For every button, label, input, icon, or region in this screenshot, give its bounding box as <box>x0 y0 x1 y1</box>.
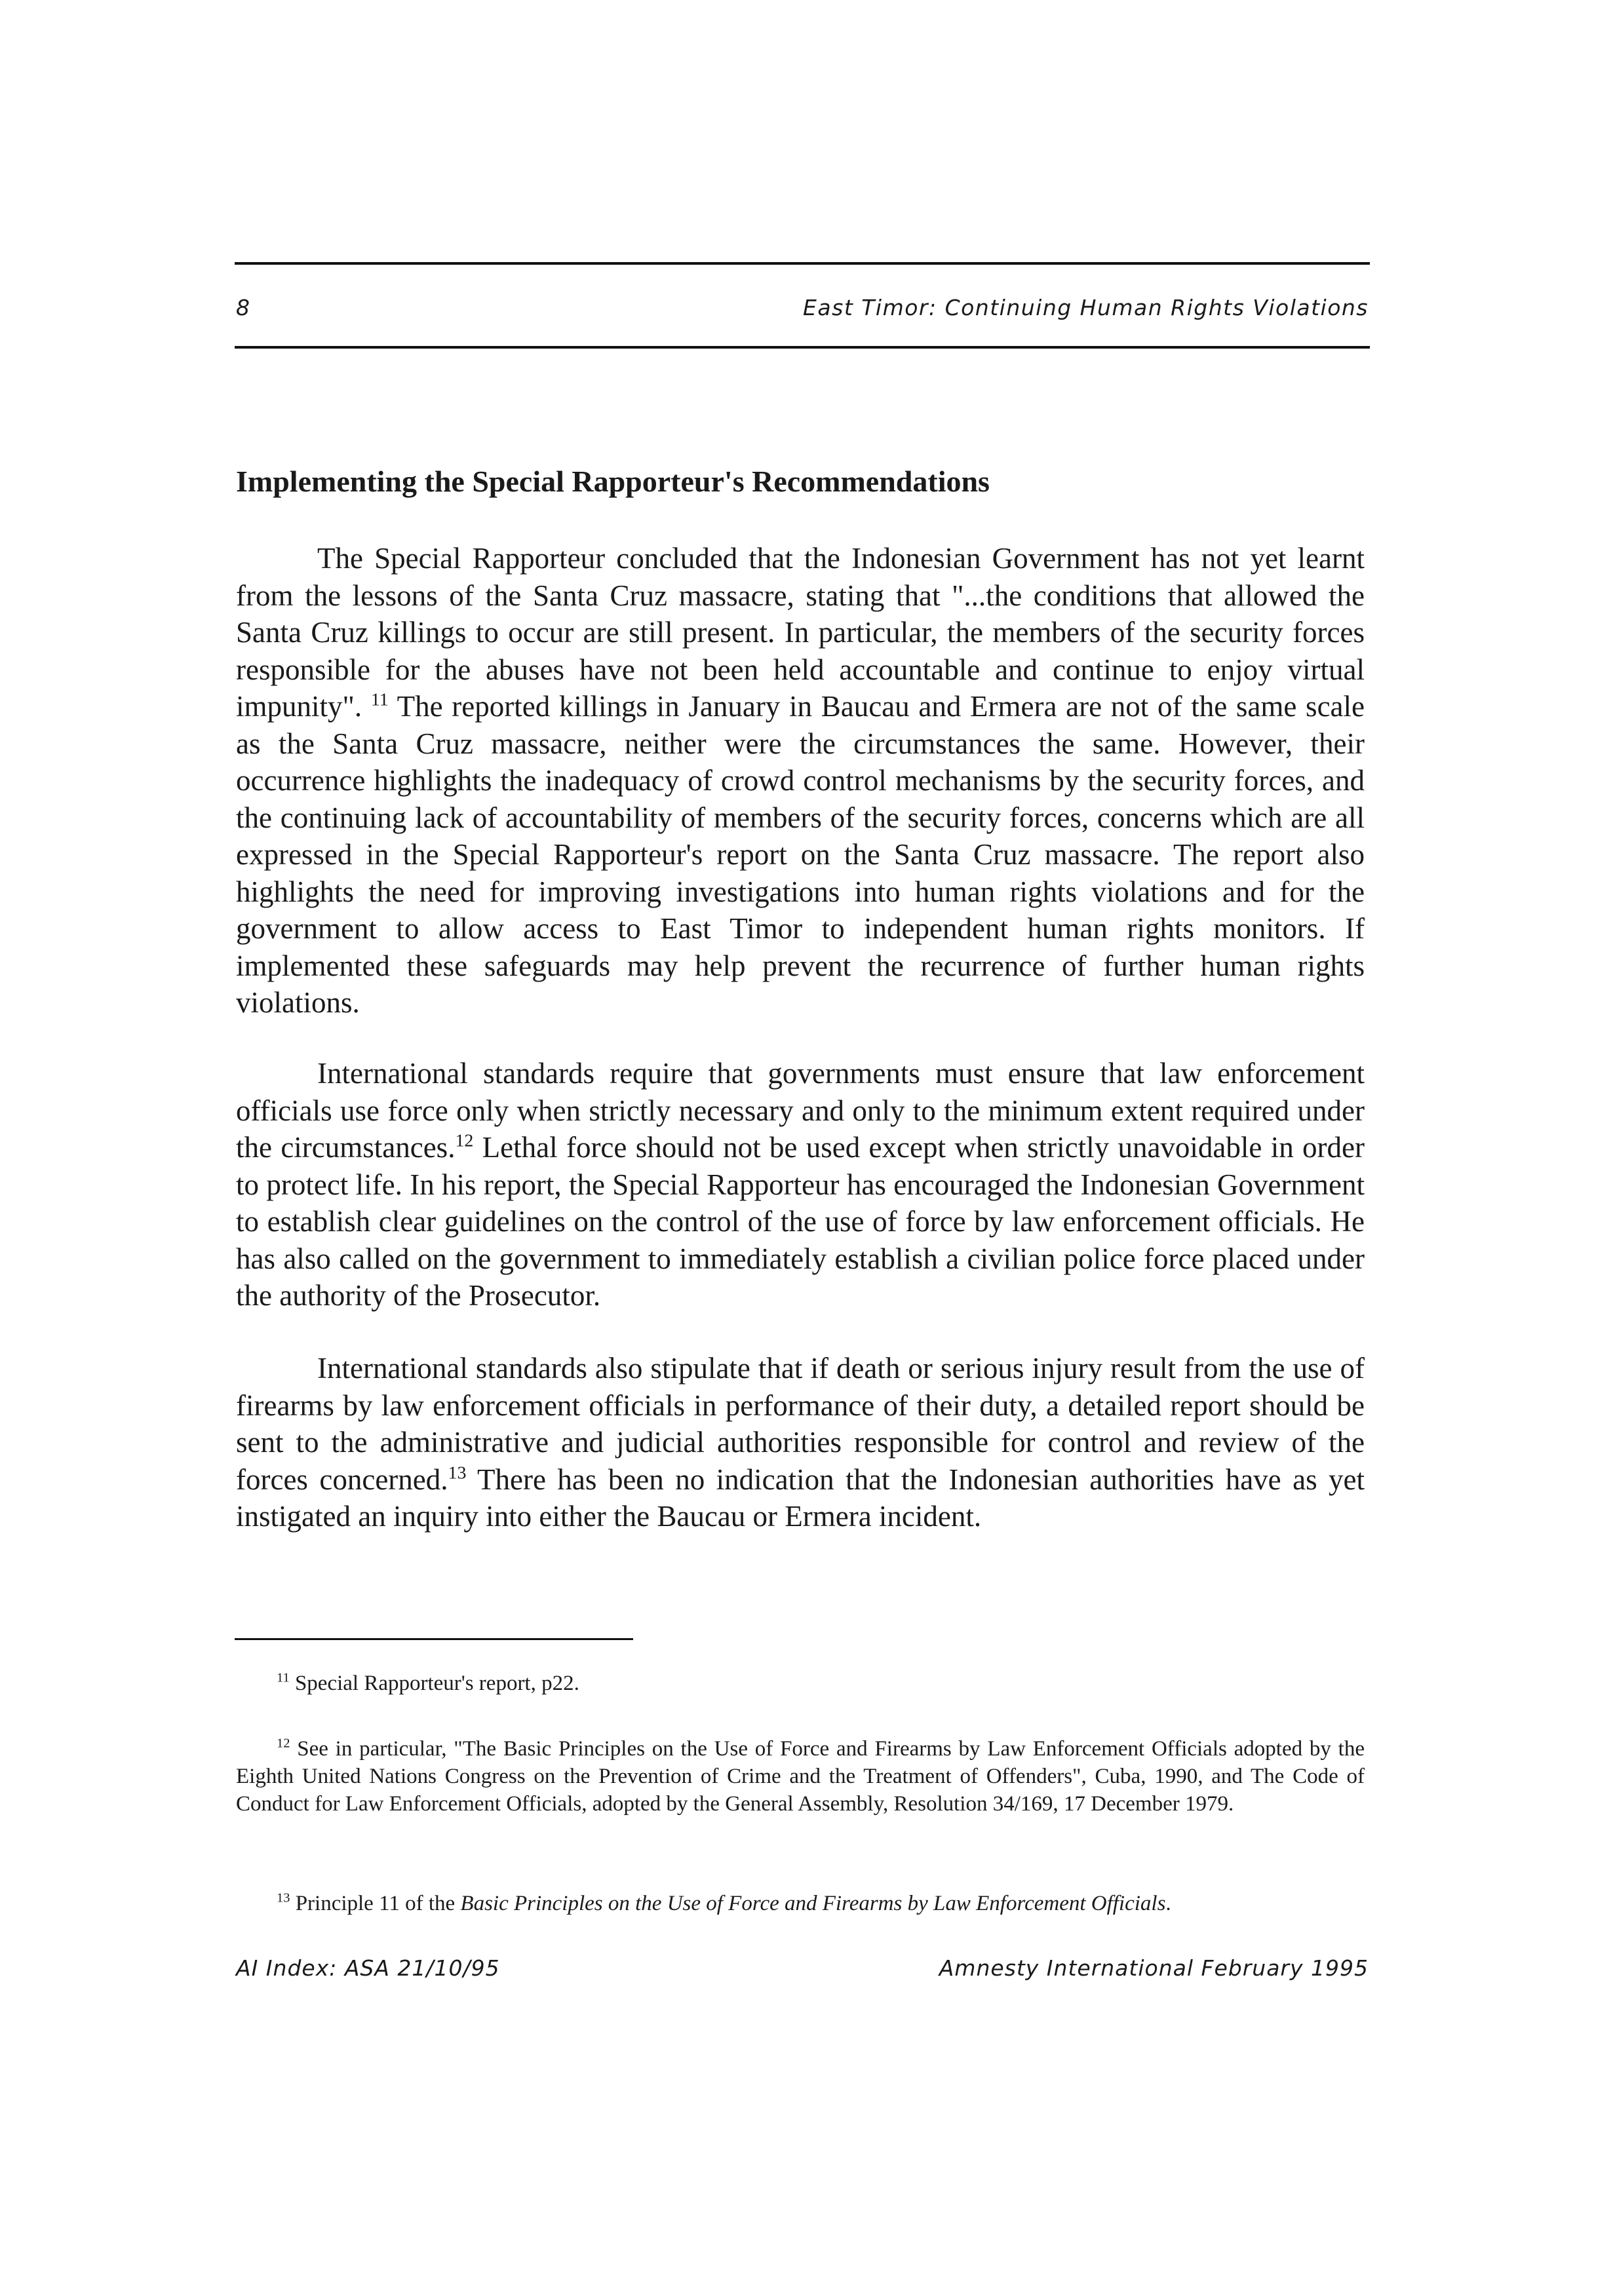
running-header <box>236 295 1369 332</box>
footnote-ref: 11 <box>370 689 389 710</box>
footnote-number: 11 <box>277 1670 290 1685</box>
footnote <box>236 1735 1365 1818</box>
header-bottom-rule <box>235 346 1370 349</box>
ai-index: AI Index: ASA 21/10/95 <box>236 1955 500 1981</box>
body-paragraph <box>236 540 1365 1022</box>
footnote-text: Special Rapporteur's report, p22. <box>294 1672 579 1695</box>
paragraph-text: The Special Rapporteur concluded that the Indonesian Government has not yet learnt from the lessons of the Santa Cruz massacre, stating that "...the conditions that allowed the Santa Cruz killings to occur are still present. In particular, the members of the security forces responsible for the abuses have not been held accountable and continue to enjoy virtual impunity". <box>236 542 1365 723</box>
paragraph-text: There has been no indication that the Indonesian authorities have as yet instigated an inquiry into either the Baucau or Ermera incident. <box>236 1463 1365 1533</box>
footnote-ref: 12 <box>455 1130 474 1151</box>
footnote <box>236 1670 1365 1697</box>
section-heading: Implementing the Special Rapporteur's Recommendations <box>236 465 990 498</box>
body-paragraph <box>236 1055 1365 1314</box>
running-footer <box>236 1955 1369 1988</box>
paragraph-text: International standards also stipulate that if death or serious injury result from the use of firearms by law enforcement officials in performance of their duty, a detailed report should be sent to the administrative and judicial authorities responsible for control and review of the forces concerned. <box>236 1352 1365 1496</box>
running-title: East Timor: Continuing Human Rights Violations <box>803 295 1369 320</box>
footnote-text: . <box>1165 1892 1171 1915</box>
paragraph-text: Lethal force should not be used except when strictly unavoidable in order to protect life. In his report, the Special Rapporteur has encouraged the Indonesian Government to establish clear guidelines on the control of the use of force by law enforcement officials. He has also called on the government to immediately establish a civilian police force placed under the authority of the Prosecutor. <box>236 1131 1365 1312</box>
footnote-number: 12 <box>277 1736 290 1751</box>
body-paragraph <box>236 1350 1365 1535</box>
footnote-number: 13 <box>277 1890 290 1905</box>
header-top-rule <box>235 262 1370 265</box>
paragraph-text: International standards require that governments must ensure that law enforcement officials use force only when strictly necessary and only to the minimum extent required under the circumstances. <box>236 1057 1365 1164</box>
page-number: 8 <box>236 295 250 320</box>
footnote-text: Principle 11 of the <box>295 1892 461 1915</box>
footnote-separator <box>235 1638 633 1640</box>
footnote-text: See in particular, "The Basic Principles on the Use of Force and Firearms by Law Enforcement Officials adopted by the Eighth United Nations Congress on the Prevention of Crime and the Treatment of Offenders", Cuba, 1990, and The Code of Conduct for Law Enforcement Officials, adopted by the General Assembly, Resolution 34/169, 17 December 1979. <box>236 1737 1365 1816</box>
footnote-ref: 13 <box>448 1462 467 1483</box>
publisher-date: Amnesty International February 1995 <box>939 1955 1369 1981</box>
footnote <box>236 1890 1365 1917</box>
paragraph-text: The reported killings in January in Baucau and Ermera are not of the same scale as the Santa Cruz massacre, neither were the circumstances the same. However, their occurrence highlights the inadequacy of crowd control mechanisms by the security forces, and the continuing lack of accountability of members of the security forces, concerns which are all expressed in the Special Rapporteur's report on the Santa Cruz massacre. The report also highlights the need for improving investigations into human rights violations and for the government to allow access to East Timor to independent human rights monitors. If implemented these safeguards may help prevent the recurrence of further human rights violations. <box>236 690 1365 1019</box>
footnote-italic-title: Basic Principles on the Use of Force and Firearms by Law Enforcement Officials <box>460 1892 1166 1915</box>
